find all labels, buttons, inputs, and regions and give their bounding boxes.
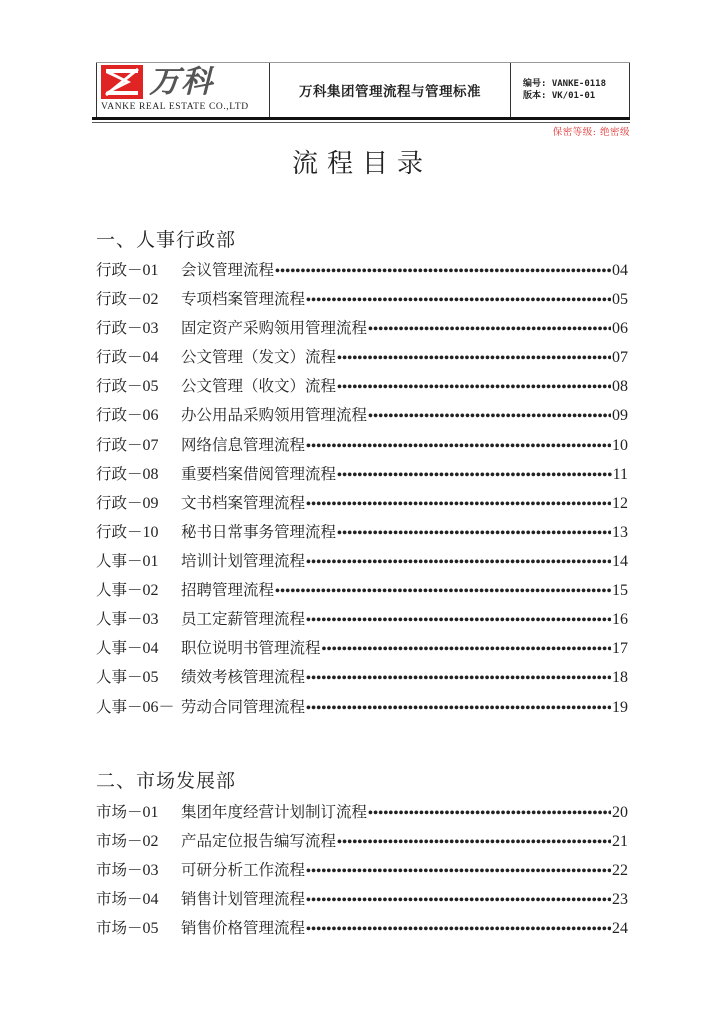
toc-entry-code bbox=[96, 636, 181, 658]
toc-leader-dots bbox=[275, 584, 611, 600]
toc-leader-dots bbox=[306, 613, 611, 629]
page-title: 流程目录 bbox=[291, 149, 432, 179]
toc-leader-dots bbox=[306, 293, 611, 309]
toc-leader-dots bbox=[337, 380, 611, 396]
toc-code-prefix: 行政－ bbox=[96, 493, 143, 512]
toc-entry-code bbox=[96, 694, 181, 717]
toc-entry-code bbox=[96, 858, 181, 880]
toc-code-prefix: 行政－ bbox=[96, 464, 143, 483]
toc-entry-title: 销售计划管理流程 bbox=[181, 890, 306, 909]
toc-entry-title: 培训计划管理流程 bbox=[181, 551, 306, 570]
toc-code-number: 05 bbox=[142, 920, 159, 938]
toc-code-number: 04 bbox=[142, 891, 159, 909]
toc-code-number: 08 bbox=[142, 465, 159, 483]
toc-code-number: 01 bbox=[142, 262, 159, 279]
confidentiality-label: 保密等级: 绝密级 bbox=[552, 127, 630, 138]
toc-leader-dots bbox=[368, 409, 611, 425]
toc-entry[interactable] bbox=[96, 549, 628, 578]
toc-leader-dots bbox=[306, 671, 611, 687]
logo-subtitle: VANKE REAL ESTATE CO.,LTD bbox=[101, 102, 249, 112]
toc-entry-code bbox=[96, 287, 181, 309]
toc-code-prefix: 人事－ bbox=[96, 639, 143, 658]
toc-code-number: 03 bbox=[142, 611, 159, 629]
toc-entry-title: 员工定薪管理流程 bbox=[181, 610, 306, 629]
toc-entry-title: 公文管理（发文）流程 bbox=[181, 348, 337, 367]
toc-leader-dots bbox=[337, 351, 611, 367]
toc-code-prefix: 行政－ bbox=[96, 261, 143, 279]
toc-code-prefix: 市场－ bbox=[96, 832, 143, 851]
toc-entry[interactable] bbox=[96, 345, 628, 374]
toc-entry-title: 可研分析工作流程 bbox=[181, 861, 306, 880]
toc-entry-code bbox=[96, 607, 181, 629]
toc-code-number: 01 bbox=[142, 552, 159, 570]
toc-entry-title: 产品定位报告编写流程 bbox=[181, 832, 337, 851]
toc-entry[interactable] bbox=[96, 887, 628, 916]
toc-code-number: 05 bbox=[142, 378, 159, 396]
toc-leader-dots bbox=[306, 439, 611, 455]
toc-entry[interactable] bbox=[96, 829, 628, 858]
toc-code-prefix: 行政－ bbox=[96, 522, 143, 541]
toc-code-number: 07 bbox=[142, 436, 159, 454]
toc-leader-dots bbox=[306, 922, 611, 938]
toc-page-number: 14 bbox=[612, 552, 628, 570]
toc-code-number: 06 bbox=[142, 407, 159, 425]
toc-code-number: 03 bbox=[142, 320, 159, 338]
page-header bbox=[96, 62, 630, 117]
toc-page-number: 06 bbox=[612, 320, 628, 338]
toc-entry-title: 职位说明书管理流程 bbox=[181, 639, 321, 658]
toc-entry-title: 专项档案管理流程 bbox=[181, 290, 306, 309]
toc-entry-code bbox=[96, 520, 181, 542]
section-heading-hr-admin: 一、人事行政部 bbox=[96, 229, 237, 251]
toc-list-market bbox=[96, 800, 628, 945]
toc-page-number: 23 bbox=[612, 891, 628, 909]
toc-entry-title: 会议管理流程 bbox=[181, 261, 275, 279]
toc-entry[interactable] bbox=[96, 462, 628, 491]
toc-entry-code bbox=[96, 829, 181, 851]
toc-leader-dots bbox=[322, 642, 611, 658]
toc-code-number: 02 bbox=[142, 833, 159, 851]
toc-leader-dots bbox=[275, 264, 611, 280]
toc-entry-code bbox=[96, 316, 181, 338]
toc-code-prefix: 行政－ bbox=[96, 290, 143, 309]
toc-leader-dots bbox=[306, 864, 611, 880]
toc-entry[interactable] bbox=[96, 287, 628, 316]
toc-page-number: 07 bbox=[612, 349, 628, 367]
toc-leader-dots bbox=[306, 555, 611, 571]
toc-code-number: 01 bbox=[142, 804, 159, 821]
toc-leader-dots bbox=[306, 893, 611, 909]
toc-page-number: 22 bbox=[612, 862, 628, 880]
toc-leader-dots bbox=[337, 835, 611, 851]
toc-entry-title: 文书档案管理流程 bbox=[181, 493, 306, 512]
toc-page-number: 24 bbox=[612, 920, 628, 938]
toc-entry-title: 固定资产采购领用管理流程 bbox=[181, 319, 368, 338]
toc-page-number: 10 bbox=[612, 436, 628, 454]
section-heading-market: 二、市场发展部 bbox=[96, 770, 237, 792]
toc-entry-title: 销售价格管理流程 bbox=[181, 919, 306, 938]
toc-entry[interactable] bbox=[96, 374, 628, 403]
toc-entry[interactable] bbox=[96, 858, 628, 887]
toc-page-number: 20 bbox=[612, 804, 628, 821]
toc-entry[interactable] bbox=[96, 665, 628, 694]
toc-code-prefix: 人事－ bbox=[96, 581, 143, 600]
toc-page-number: 08 bbox=[612, 378, 628, 396]
toc-page-number: 19 bbox=[612, 699, 628, 717]
toc-leader-dots bbox=[306, 701, 611, 717]
toc-entry-title: 重要档案借阅管理流程 bbox=[181, 464, 337, 483]
toc-entry[interactable] bbox=[96, 636, 628, 665]
vanke-logo-icon bbox=[101, 65, 143, 99]
toc-entry-title: 劳动合同管理流程 bbox=[181, 698, 306, 717]
toc-code-prefix: 人事－ bbox=[96, 698, 143, 717]
toc-entry-code bbox=[96, 916, 181, 938]
toc-entry[interactable] bbox=[96, 800, 628, 829]
toc-code-prefix: 行政－ bbox=[96, 319, 143, 338]
toc-code-prefix: 行政－ bbox=[96, 406, 143, 425]
toc-page-number: 12 bbox=[612, 494, 628, 512]
toc-entry-title: 公文管理（收文）流程 bbox=[181, 377, 337, 396]
toc-code-prefix: 行政－ bbox=[96, 377, 143, 396]
doc-series-title: 万科集团管理流程与管理标准 bbox=[270, 63, 511, 117]
toc-entry[interactable] bbox=[96, 520, 628, 549]
company-logo bbox=[96, 63, 270, 117]
toc-entry[interactable] bbox=[96, 403, 628, 432]
toc-code-prefix: 人事－ bbox=[96, 551, 143, 570]
toc-code-prefix: 市场－ bbox=[96, 861, 143, 880]
toc-entry-code bbox=[96, 345, 181, 367]
toc-leader-dots bbox=[337, 526, 611, 542]
toc-leader-dots bbox=[368, 322, 611, 338]
toc-page-number: 13 bbox=[612, 523, 628, 541]
toc-page-number: 11 bbox=[612, 465, 628, 483]
toc-leader-dots bbox=[337, 468, 612, 484]
toc-code-number: 10 bbox=[142, 523, 159, 541]
toc-entry[interactable] bbox=[96, 316, 628, 345]
toc-code-prefix: 行政－ bbox=[96, 348, 143, 367]
toc-entry-code bbox=[96, 665, 181, 687]
toc-entry[interactable] bbox=[96, 433, 628, 462]
toc-page-number: 17 bbox=[612, 640, 628, 658]
toc-entry-code bbox=[96, 491, 181, 513]
toc-code-number: 02 bbox=[142, 291, 159, 309]
toc-code-number: 03 bbox=[142, 862, 159, 880]
toc-entry-title: 办公用品采购领用管理流程 bbox=[181, 406, 368, 425]
toc-entry-code bbox=[96, 578, 181, 600]
toc-entry-title: 绩效考核管理流程 bbox=[181, 668, 306, 687]
header-rule-thin bbox=[92, 122, 630, 123]
toc-code-number: 02 bbox=[142, 582, 159, 600]
logo-wordmark: 万科 bbox=[149, 64, 213, 100]
toc-entry[interactable] bbox=[96, 694, 628, 723]
toc-page-number: 21 bbox=[612, 833, 628, 851]
doc-version: 版本: VK/01-01 bbox=[523, 91, 596, 101]
toc-entry-title: 网络信息管理流程 bbox=[181, 435, 306, 454]
toc-entry-code bbox=[96, 433, 181, 455]
toc-entry[interactable] bbox=[96, 491, 628, 520]
toc-entry-code bbox=[96, 403, 181, 425]
toc-page-number: 18 bbox=[612, 669, 628, 687]
toc-code-number: 04 bbox=[142, 640, 159, 658]
toc-page-number: 05 bbox=[612, 291, 628, 309]
toc-code-number: 04 bbox=[142, 349, 159, 367]
toc-code-prefix: 人事－ bbox=[96, 610, 143, 629]
toc-code-prefix: 人事－ bbox=[96, 668, 143, 687]
toc-page-number: 16 bbox=[612, 611, 628, 629]
toc-entry-code bbox=[96, 462, 181, 484]
toc-entry[interactable] bbox=[96, 258, 628, 287]
toc-entry-title: 招聘管理流程 bbox=[181, 581, 275, 600]
toc-code-prefix: 市场－ bbox=[96, 919, 143, 938]
toc-code-prefix: 行政－ bbox=[96, 435, 143, 454]
doc-number: 编号: VANKE-0118 bbox=[523, 79, 607, 89]
toc-entry-title: 秘书日常事务管理流程 bbox=[181, 522, 337, 541]
toc-page-number: 15 bbox=[612, 582, 628, 600]
header-rule-thick bbox=[92, 117, 630, 120]
toc-entry[interactable] bbox=[96, 607, 628, 636]
toc-entry-code bbox=[96, 887, 181, 909]
toc-leader-dots bbox=[306, 497, 611, 513]
toc-entry[interactable] bbox=[96, 916, 628, 945]
toc-entry-title: 集团年度经营计划制订流程 bbox=[181, 803, 368, 821]
toc-code-prefix: 市场－ bbox=[96, 803, 143, 821]
toc-code-number: 09 bbox=[142, 494, 159, 512]
toc-entry-code bbox=[96, 258, 181, 280]
doc-meta bbox=[511, 63, 630, 117]
toc-entry-code bbox=[96, 800, 181, 822]
toc-entry-code bbox=[96, 549, 181, 571]
toc-page-number: 09 bbox=[612, 407, 628, 425]
toc-leader-dots bbox=[368, 806, 611, 822]
toc-page-number: 04 bbox=[612, 262, 628, 279]
toc-code-number: 05 bbox=[142, 669, 159, 687]
toc-list-hr-admin bbox=[96, 258, 628, 724]
toc-entry[interactable] bbox=[96, 578, 628, 607]
toc-code-number: 06－ bbox=[142, 699, 175, 717]
toc-code-prefix: 市场－ bbox=[96, 890, 143, 909]
toc-entry-code bbox=[96, 374, 181, 396]
